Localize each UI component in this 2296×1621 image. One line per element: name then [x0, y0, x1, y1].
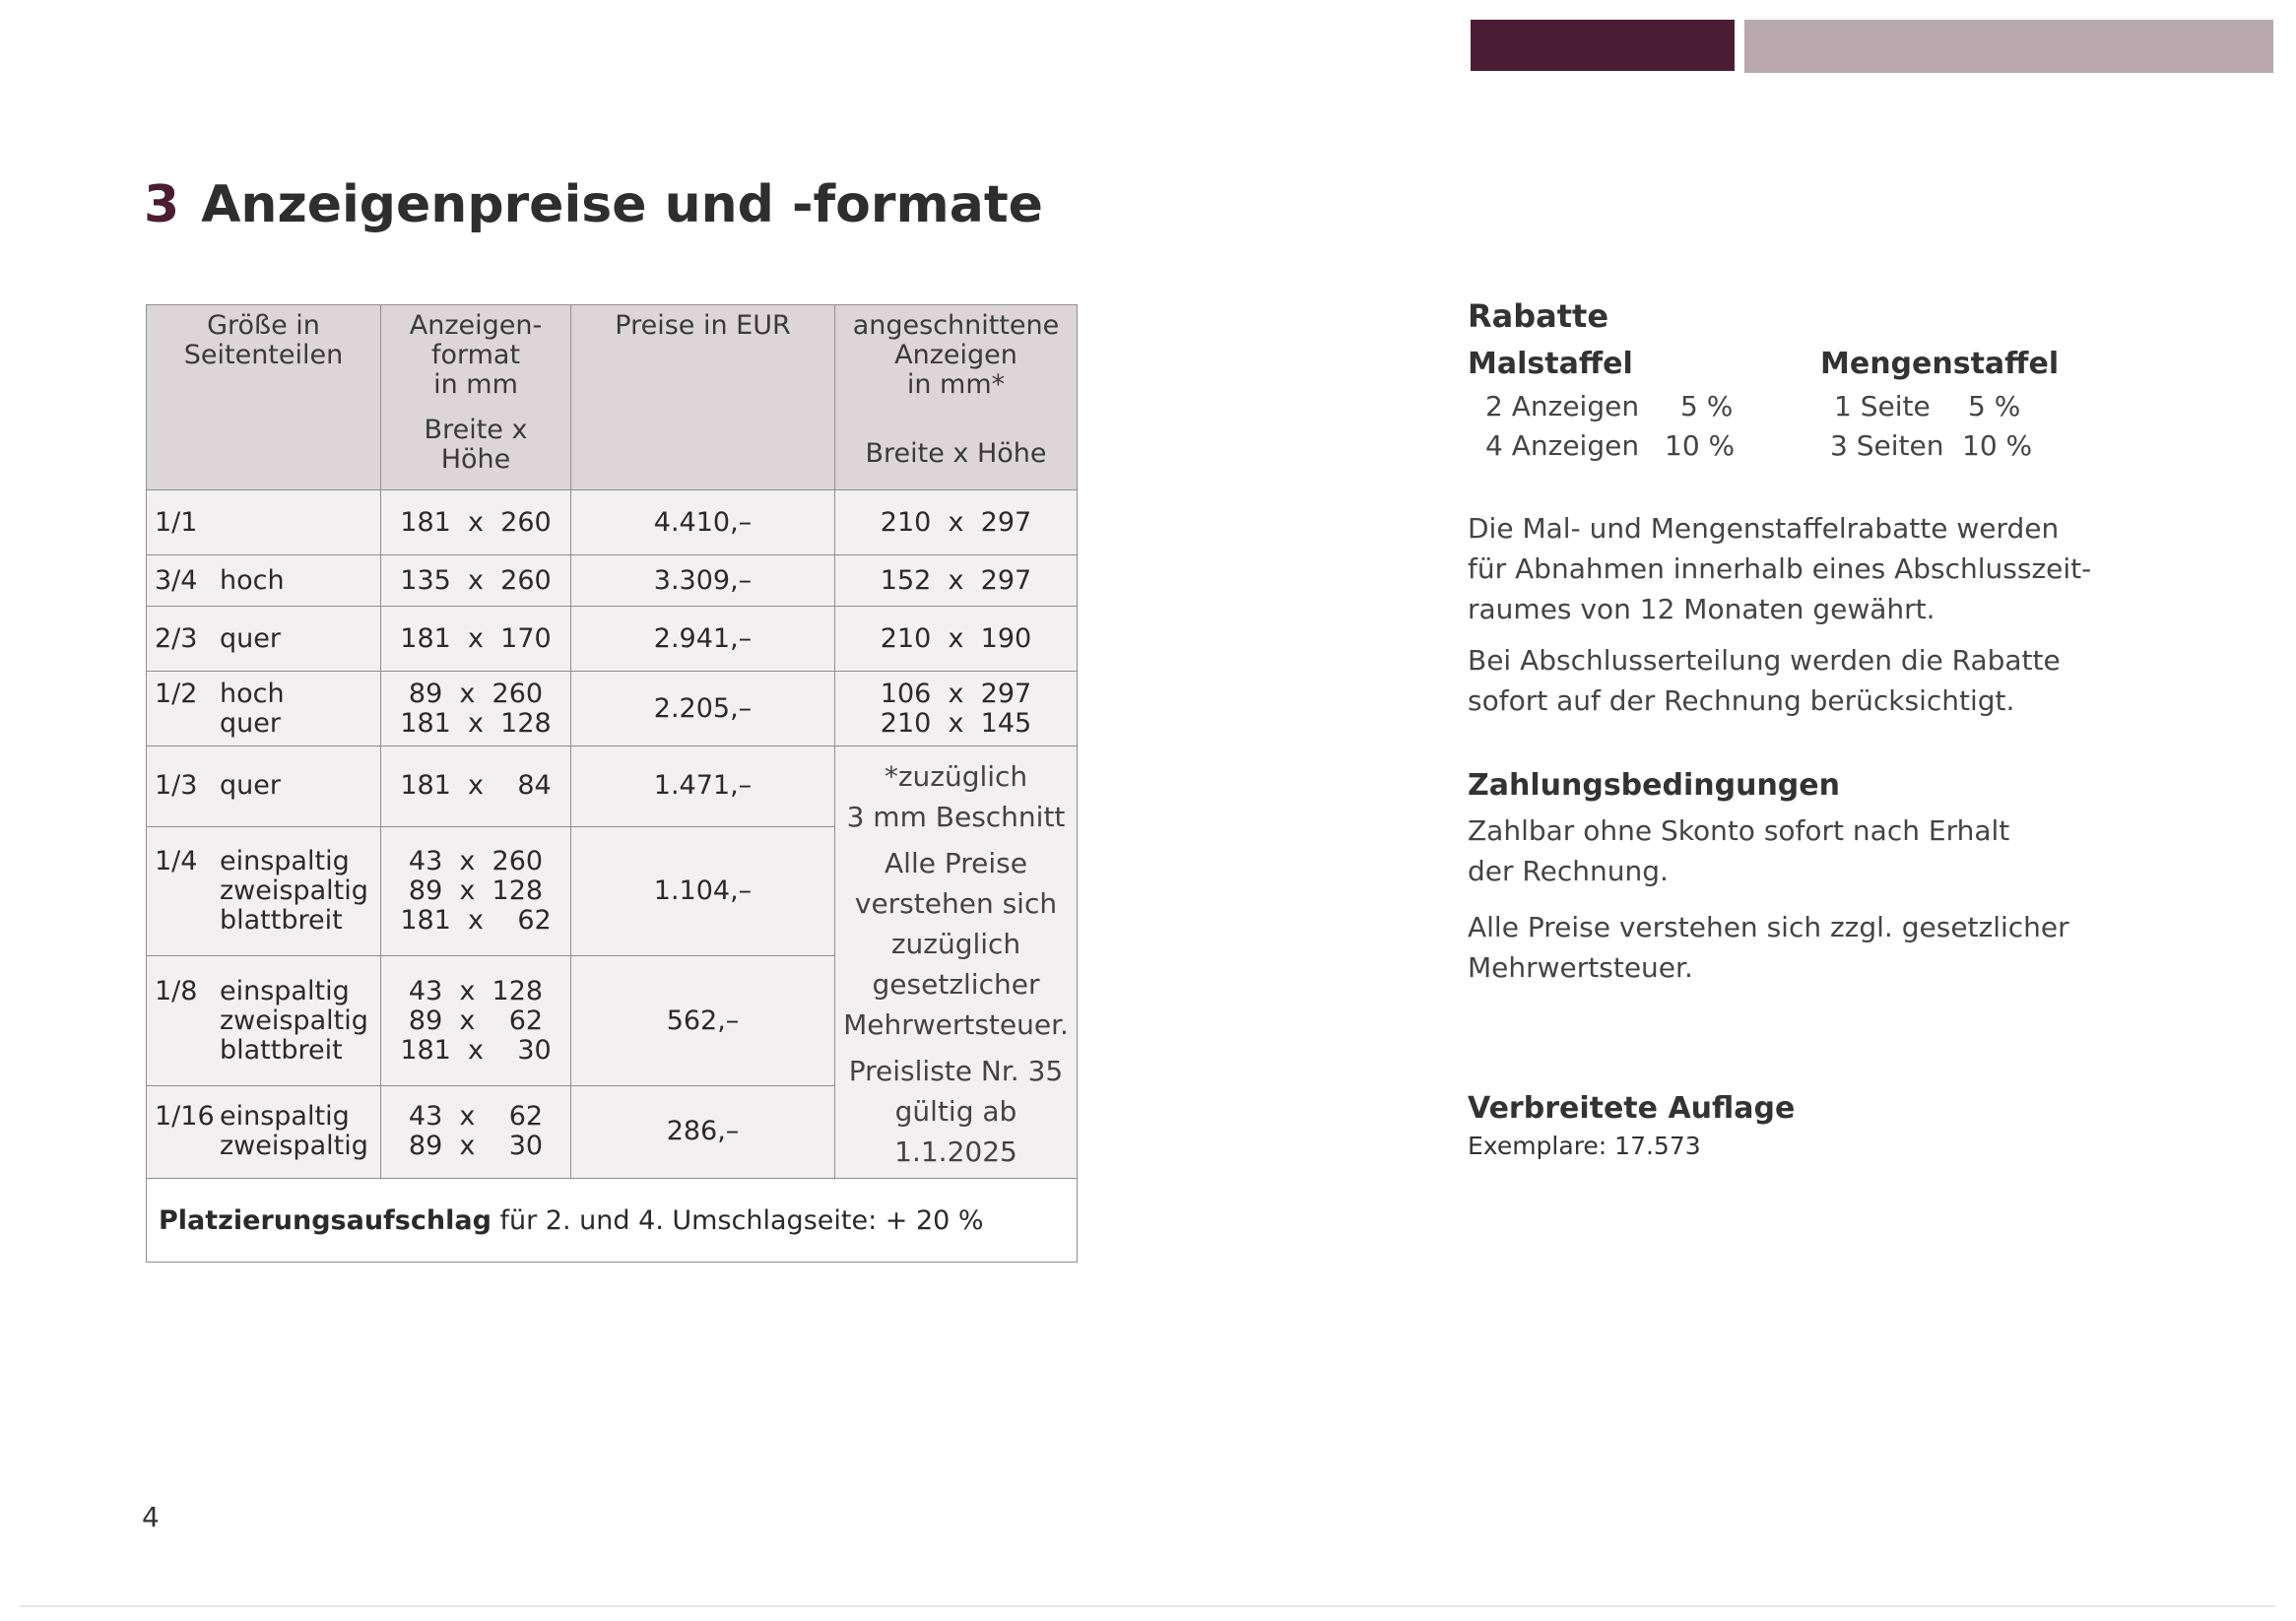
header-size: Größe in Seitenteilen	[147, 305, 381, 490]
format-cell: 135 x 260	[381, 555, 571, 607]
size-cell: 1/16 einspaltig zweispaltig	[147, 1085, 381, 1178]
zahlung-title: Zahlungsbedingungen	[1468, 768, 1840, 803]
header-bar-dark	[1471, 20, 1735, 71]
cut-format-cell: 210 x 190	[835, 607, 1078, 672]
price-table	[146, 304, 1077, 1263]
table-row	[147, 490, 1078, 555]
auflage-section	[1468, 1091, 2157, 1160]
size-cell: 1/8 einspaltig zweispaltig blattbreit	[147, 956, 381, 1085]
section-number: 3	[144, 175, 180, 234]
format-cell: 181 x 260	[381, 490, 571, 555]
men-row-1: 1 Seite 5 %	[1834, 390, 2021, 422]
price-cell: 1.471,–	[571, 746, 835, 827]
format-cell: 43 x 128 89 x 62 181 x 30	[381, 956, 571, 1085]
price-cell: 2.941,–	[571, 607, 835, 672]
header-format: Anzeigen- format in mm Breite x Höhe	[381, 305, 571, 490]
cut-format-cell: 210 x 297	[835, 490, 1078, 555]
placement-surcharge: Platzierungsaufschlag für 2. und 4. Umschlagseite: + 20 %	[147, 1179, 1078, 1263]
size-cell: 2/3 quer	[147, 607, 381, 672]
table-row	[147, 607, 1078, 672]
price-cell: 2.205,–	[571, 672, 835, 746]
table-row	[147, 672, 1078, 746]
size-cell: 1/1	[147, 490, 381, 555]
format-cell: 181 x 84	[381, 746, 571, 827]
cut-format-cell: 152 x 297	[835, 555, 1078, 607]
header-bar-light	[1744, 20, 2273, 73]
bottom-rule	[20, 1605, 2275, 1607]
malstaffel-title: Malstaffel	[1468, 347, 1633, 381]
rabatte-text-1: Die Mal- und Mengenstaffelrabatte werden für Abnahmen innerhalb eines Abschlusszeit- raumes von 12 Monaten gewährt.	[1468, 512, 2092, 625]
price-cell: 1.104,–	[571, 826, 835, 955]
header-cut: angeschnittene Anzeigen in mm* Breite x Höhe	[835, 305, 1078, 490]
mengenstaffel-title: Mengenstaffel	[1820, 347, 2060, 381]
rabatte-text-2: Bei Abschlusserteilung werden die Rabatte sofort auf der Rechnung berücksichtigt.	[1468, 644, 2061, 717]
mal-row-1: 2 Anzeigen 5 %	[1485, 390, 1734, 422]
cut-format-cell: 106 x 297 210 x 145	[835, 672, 1078, 746]
table-row	[147, 746, 1078, 827]
format-cell: 181 x 170	[381, 607, 571, 672]
price-cell: 3.309,–	[571, 555, 835, 607]
auflage-title: Verbreitete Auflage	[1468, 1091, 1796, 1126]
size-cell: 1/4 einspaltig zweispaltig blattbreit	[147, 826, 381, 955]
section-title: Anzeigenpreise und -formate	[201, 175, 1043, 234]
format-cell: 43 x 260 89 x 128 181 x 62	[381, 826, 571, 955]
price-cell: 562,–	[571, 956, 835, 1085]
size-cell: 3/4 hoch	[147, 555, 381, 607]
table-row	[147, 555, 1078, 607]
rabatte-title: Rabatte	[1468, 297, 1609, 335]
format-cell: 43 x 62 89 x 30	[381, 1085, 571, 1178]
auflage-value: Exemplare: 17.573	[1468, 1132, 1701, 1160]
format-cell: 89 x 260 181 x 128	[381, 672, 571, 746]
page-number: 4	[142, 1501, 160, 1533]
men-row-2: 3 Seiten 10 %	[1830, 429, 2033, 462]
price-note-cell: *zuzüglich 3 mm Beschnitt Alle Preise verstehen sich zuzüglich gesetzlicher Mehrwertsteuer. Preisliste Nr. 35 gültig ab 1.1.2025	[835, 746, 1078, 1179]
page-title	[144, 175, 1043, 234]
size-cell: 1/2 hoch quer	[147, 672, 381, 746]
header-price: Preise in EUR	[571, 305, 835, 490]
size-cell: 1/3 quer	[147, 746, 381, 827]
mal-row-2: 4 Anzeigen 10 %	[1485, 429, 1736, 462]
price-cell: 4.410,–	[571, 490, 835, 555]
zahlung-section: Zahlungsbedingungen Zahlbar ohne Skonto sofort nach Erhalt der Rechnung. Alle Preise verstehen sich zzgl. gesetzlicher Mehrwertsteuer.	[1468, 768, 2157, 988]
price-cell: 286,–	[571, 1085, 835, 1178]
